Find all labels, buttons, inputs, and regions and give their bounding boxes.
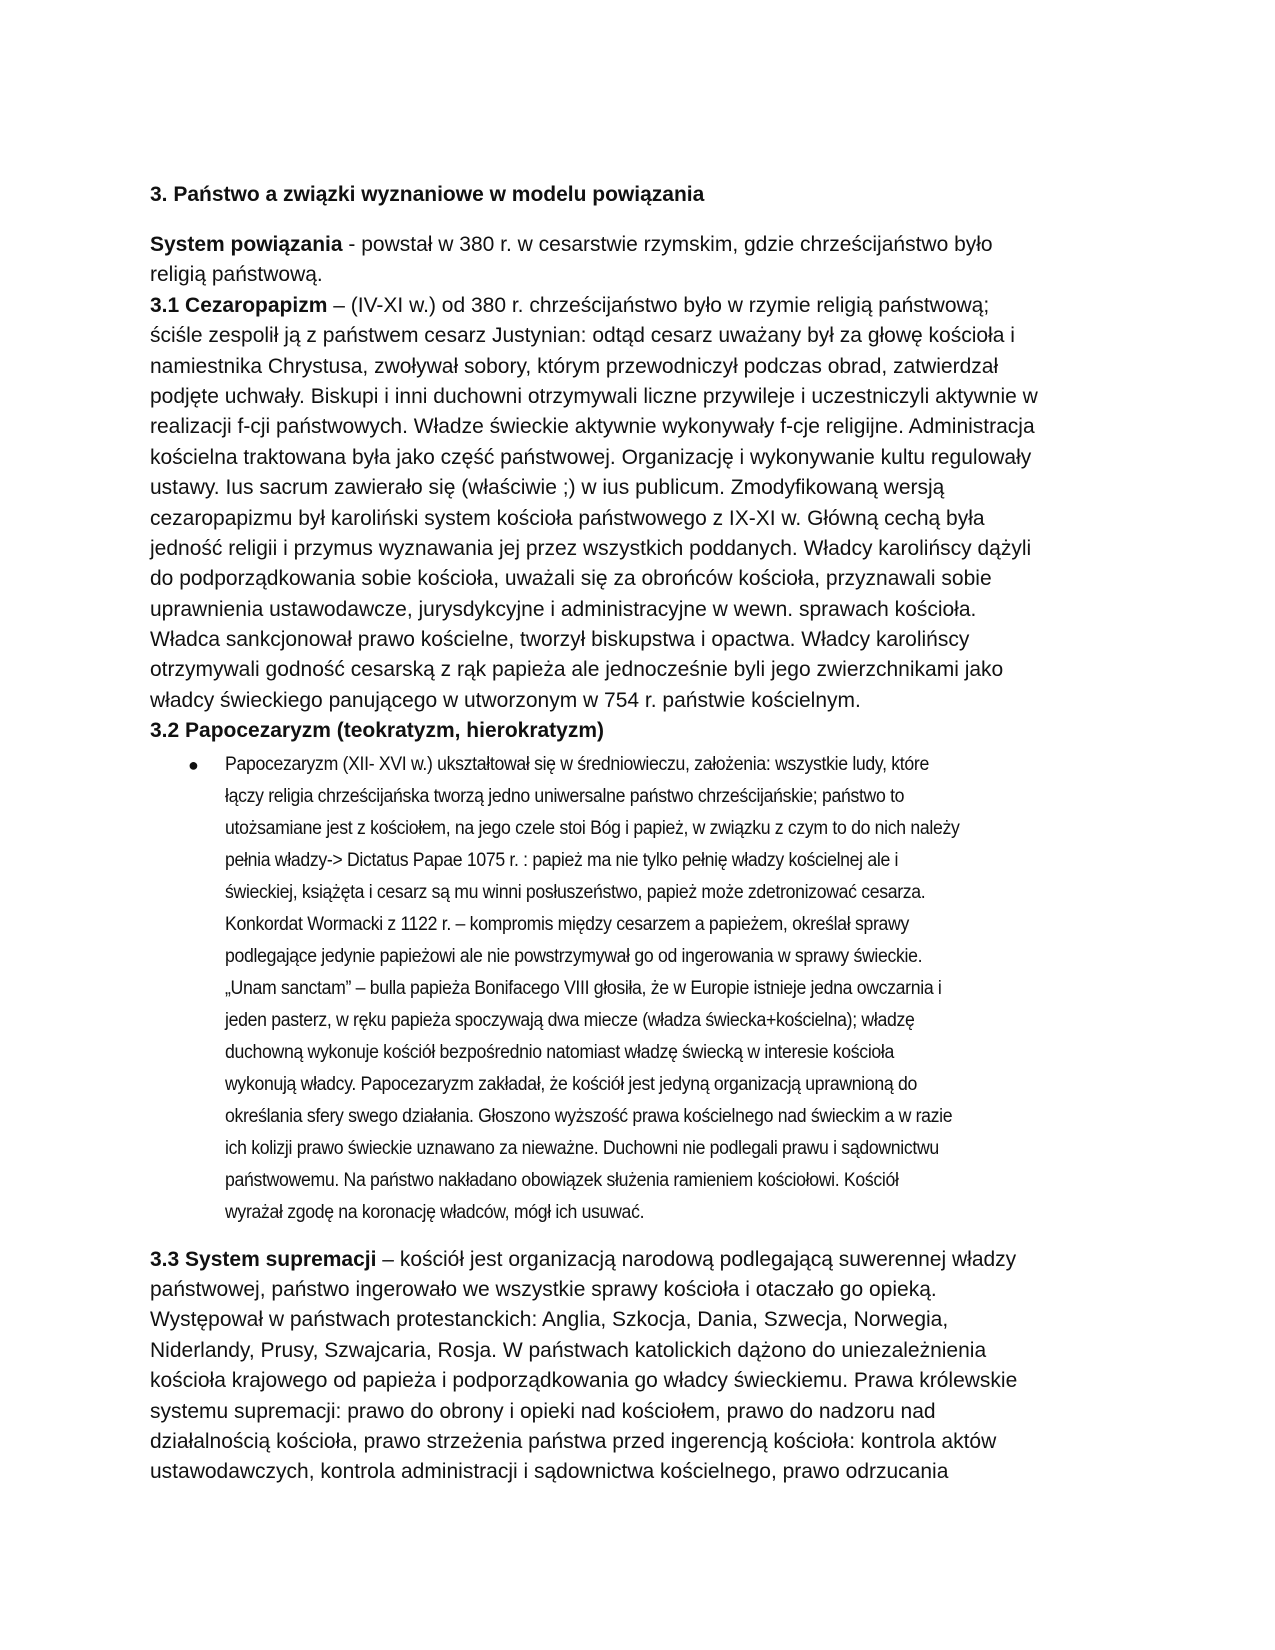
text-line: Konkordat Wormacki z 1122 r. – kompromis między cesarzem a papieżem, określał sprawy (225, 913, 909, 935)
text-line: kościoła krajowego od papieża i podporządkowania go władcy świeckiemu. Prawa królewskie (150, 1369, 1018, 1393)
bold-lead: 3.3 System supremacji (150, 1247, 377, 1271)
text-line: ustawodawczych, kontrola administracji i sądownictwa kościelnego, prawo odrzucania (150, 1460, 949, 1484)
text-line: Niderlandy, Prusy, Szwajcaria, Rosja. W państwach katolickich dążono do uniezależnienia (150, 1338, 987, 1362)
text-line: ich kolizji prawo świeckie uznawano za nieważne. Duchowni nie podlegali prawu i sądownictwu (225, 1137, 939, 1159)
text-line: religią państwową. (150, 263, 323, 287)
text-line: działalnością kościoła, prawo strzeżenia państwa przed ingerencją kościoła: kontrola aktów (150, 1429, 997, 1453)
heading-papocezaryzm: 3.2 Papocezaryzm (teokratyzm, hierokratyzm) (150, 719, 605, 743)
text-line (150, 230, 1150, 260)
text-line: duchowną wykonuje kościół bezpośrednio natomiast władzę świecką w interesie kościoła (225, 1041, 895, 1063)
document-page (150, 180, 1150, 1488)
text-line: cezaropapizmu był karoliński system kościoła państwowego z IX-XI w. Główną cechą była (150, 506, 985, 530)
text-line (150, 291, 1150, 321)
text-line: Władca sankcjonował prawo kościelne, tworzył biskupstwa i opactwa. Władcy karolińscy (150, 628, 970, 652)
text-line: jeden pasterz, w ręku papieża spoczywają dwa miecze (władza świecka+kościelna); władzę (225, 1009, 915, 1031)
text-line: „Unam sanctam” – bulla papieża Bonifacego VIII głosiła, że w Europie istnieje jedna owczarnia i (225, 977, 942, 999)
text-line: państwowemu. Na państwo nakładano obowiązek służenia ramieniem kościołowi. Kościół (225, 1169, 899, 1191)
paragraph-system-powiazania (150, 230, 1150, 291)
text-line: realizacji f-cji państwowych. Władze świeckie aktywnie wykonywały f-cje religijne. Administracja (150, 415, 1035, 439)
text-line (150, 1245, 1150, 1275)
text-line: ustawy. Ius sacrum zawierało się (właściwie ;) w ius publicum. Zmodyfikowaną wersją (150, 476, 945, 500)
text-line: ściśle zespolił ją z państwem cesarz Justynian: odtąd cesarz uważany był za głowę kościoła i (150, 324, 1015, 348)
bold-lead: System powiązania (150, 233, 343, 256)
text-run: - powstał w 380 r. w cesarstwie rzymskim, gdzie chrześcijaństwo było (342, 233, 993, 256)
text-line: jedność religii i przymus wyznawania jej przez wszystkich poddanych. Władcy karolińscy dążyli (150, 536, 1032, 560)
section-title: 3. Państwo a związki wyznaniowe w modelu powiązania (150, 183, 705, 206)
paragraph-system-supremacji (150, 1245, 1150, 1488)
text-line: otrzymywali godność cesarską z rąk papieża ale jednocześnie byli jego zwierzchnikami jako (150, 658, 1004, 682)
text-line: namiestnika Chrystusa, zwoływał sobory, którym przewodniczył podczas obrad, zatwierdzał (150, 354, 999, 378)
text-line: pełnia władzy-> Dictatus Papae 1075 r. : papież ma nie tylko pełnię władzy kościelnej ale i (225, 849, 899, 871)
bullet-icon: ● (188, 754, 199, 775)
text-line: wyrażał zgodę na koronację władców, mógł ich usuwać. (225, 1201, 645, 1223)
text-line: kościelna traktowana była jako część państwowej. Organizację i wykonywanie kultu regulowały (150, 445, 1032, 469)
text-run: – (IV-XI w.) od 380 r. chrześcijaństwo było w rzymie religią państwową; (327, 293, 990, 317)
text-line: systemu supremacji: prawo do obrony i opieki nad kościołem, prawo do nadzoru nad (150, 1399, 936, 1423)
bold-lead: 3.1 Cezaropapizm (150, 293, 328, 317)
bullet-list-item (188, 749, 1150, 1229)
text-line: władcy świeckiego panującego w utworzonym w 754 r. państwie kościelnym. (150, 688, 861, 712)
text-line: świeckiej, książęta i cesarz są mu winni posłuszeństwo, papież może zdetronizować cesarza. (225, 881, 926, 903)
text-run: – kościół jest organizacją narodową podlegającą suwerennej władzy (376, 1247, 1017, 1271)
text-line: podjęte uchwały. Biskupi i inni duchowni otrzymywali liczne przywileje i uczestniczyli aktywnie w (150, 384, 1038, 408)
text-line: podlegające jedynie papieżowi ale nie powstrzymywał go od ingerowania w sprawy świeckie. (225, 945, 923, 967)
text-line: Występował w państwach protestanckich: Anglia, Szkocja, Dania, Szwecja, Norwegia, (150, 1308, 949, 1332)
text-line: określania sfery swego działania. Głoszono wyższość prawa kościelnego nad świeckim a w razie (225, 1105, 953, 1127)
text-line: uprawnienia ustawodawcze, jurysdykcyjne i administracyjne w wewn. sprawach kościoła. (150, 597, 977, 621)
text-line: wykonują władcy. Papocezaryzm zakładał, że kościół jest jedyną organizacją uprawnioną do (225, 1073, 917, 1095)
paragraph-cezaropapizm (150, 291, 1150, 716)
text-line: do podporządkowania sobie kościoła, uważali się za obrońców kościoła, przyznawali sobie (150, 567, 992, 591)
text-line: państwowej, państwo ingerowało we wszystkie sprawy kościoła i otaczało go opieką. (150, 1278, 937, 1302)
text-line: utożsamiane jest z kościołem, na jego czele stoi Bóg i papież, w związku z czym to do nich należy (225, 817, 960, 839)
text-line: łączy religia chrześcijańska tworzą jedno uniwersalne państwo chrześcijańskie; państwo to (225, 785, 905, 807)
text-line: Papocezaryzm (XII- XVI w.) ukształtował się w średniowieczu, założenia: wszystkie ludy, które (225, 753, 929, 775)
